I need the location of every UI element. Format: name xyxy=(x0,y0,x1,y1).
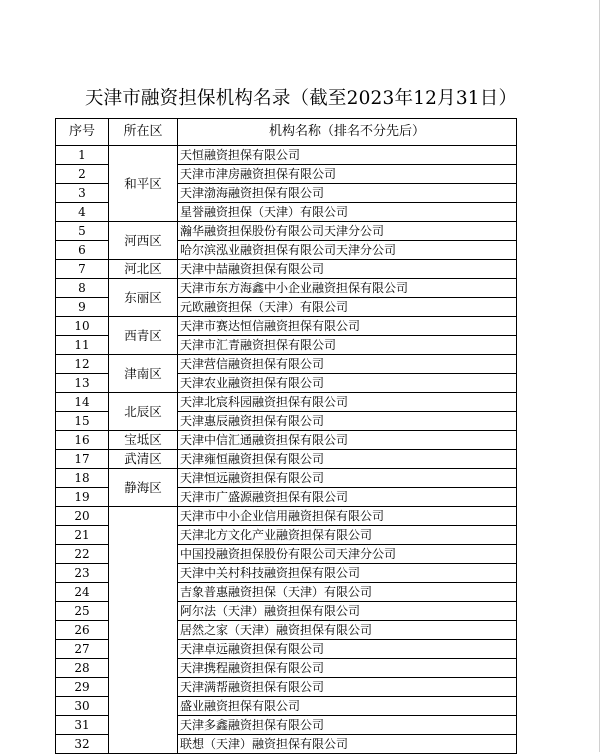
row-index: 27 xyxy=(56,640,109,659)
row-institution-name: 吉象普惠融资担保（天津）有限公司 xyxy=(178,583,517,602)
row-index: 16 xyxy=(56,431,109,450)
row-index: 24 xyxy=(56,583,109,602)
row-district: 宝坻区 xyxy=(109,431,178,450)
row-index: 2 xyxy=(56,165,109,184)
row-index: 31 xyxy=(56,716,109,735)
row-institution-name: 天津惠辰融资担保有限公司 xyxy=(178,412,517,431)
row-institution-name: 天津恒远融资担保有限公司 xyxy=(178,469,517,488)
row-institution-name: 天津满帮融资担保有限公司 xyxy=(178,678,517,697)
row-institution-name: 联想（天津）融资担保有限公司 xyxy=(178,735,517,754)
row-index: 12 xyxy=(56,355,109,374)
table-row xyxy=(56,260,517,279)
row-institution-name: 天津市东方海鑫中小企业融资担保有限公司 xyxy=(178,279,517,298)
row-index: 25 xyxy=(56,602,109,621)
row-institution-name: 天津携程融资担保有限公司 xyxy=(178,659,517,678)
row-institution-name: 天津雍恒融资担保有限公司 xyxy=(178,450,517,469)
row-index: 30 xyxy=(56,697,109,716)
table-row xyxy=(56,469,517,488)
row-institution-name: 天津市汇青融资担保有限公司 xyxy=(178,336,517,355)
table-row xyxy=(56,146,517,165)
row-institution-name: 哈尔滨泓业融资担保有限公司天津分公司 xyxy=(178,241,517,260)
row-district: 河西区 xyxy=(109,222,178,260)
table-header-row xyxy=(56,119,517,146)
row-institution-name: 天津中关村科技融资担保有限公司 xyxy=(178,564,517,583)
row-institution-name: 天恒融资担保有限公司 xyxy=(178,146,517,165)
row-institution-name: 天津市广盛源融资担保有限公司 xyxy=(178,488,517,507)
table-body xyxy=(56,146,517,754)
row-district xyxy=(109,507,178,754)
row-index: 14 xyxy=(56,393,109,412)
table-row xyxy=(56,507,517,526)
row-index: 9 xyxy=(56,298,109,317)
row-institution-name: 元欧融资担保（天津）有限公司 xyxy=(178,298,517,317)
row-institution-name: 瀚华融资担保股份有限公司天津分公司 xyxy=(178,222,517,241)
row-district: 和平区 xyxy=(109,146,178,222)
row-institution-name: 天津北方文化产业融资担保有限公司 xyxy=(178,526,517,545)
row-index: 21 xyxy=(56,526,109,545)
row-institution-name: 盛业融资担保有限公司 xyxy=(178,697,517,716)
row-index: 17 xyxy=(56,450,109,469)
row-district: 河北区 xyxy=(109,260,178,279)
row-index: 23 xyxy=(56,564,109,583)
row-index: 32 xyxy=(56,735,109,754)
row-institution-name: 天津市赛达恒信融资担保有限公司 xyxy=(178,317,517,336)
row-index: 7 xyxy=(56,260,109,279)
row-index: 28 xyxy=(56,659,109,678)
header-district: 所在区 xyxy=(109,119,178,146)
table-row xyxy=(56,450,517,469)
row-index: 10 xyxy=(56,317,109,336)
row-index: 3 xyxy=(56,184,109,203)
row-index: 1 xyxy=(56,146,109,165)
table-row xyxy=(56,355,517,374)
row-institution-name: 天津市中小企业信用融资担保有限公司 xyxy=(178,507,517,526)
row-district: 津南区 xyxy=(109,355,178,393)
header-name: 机构名称（排名不分先后） xyxy=(178,119,517,146)
table-row xyxy=(56,431,517,450)
header-index: 序号 xyxy=(56,119,109,146)
row-index: 29 xyxy=(56,678,109,697)
row-institution-name: 天津营信融资担保有限公司 xyxy=(178,355,517,374)
row-index: 13 xyxy=(56,374,109,393)
row-index: 18 xyxy=(56,469,109,488)
row-district: 北辰区 xyxy=(109,393,178,431)
table-row xyxy=(56,279,517,298)
table-row xyxy=(56,393,517,412)
row-institution-name: 中国投融资担保股份有限公司天津分公司 xyxy=(178,545,517,564)
row-index: 26 xyxy=(56,621,109,640)
row-index: 19 xyxy=(56,488,109,507)
row-institution-name: 天津市津房融资担保有限公司 xyxy=(178,165,517,184)
row-index: 4 xyxy=(56,203,109,222)
table-row xyxy=(56,222,517,241)
row-district: 静海区 xyxy=(109,469,178,507)
row-institution-name: 天津多鑫融资担保有限公司 xyxy=(178,716,517,735)
row-institution-name: 天津北宸科园融资担保有限公司 xyxy=(178,393,517,412)
row-institution-name: 居然之家（天津）融资担保有限公司 xyxy=(178,621,517,640)
table-row xyxy=(56,317,517,336)
row-institution-name: 天津中喆融资担保有限公司 xyxy=(178,260,517,279)
row-district: 东丽区 xyxy=(109,279,178,317)
row-institution-name: 阿尔法（天津）融资担保有限公司 xyxy=(178,602,517,621)
row-institution-name: 天津中信汇通融资担保有限公司 xyxy=(178,431,517,450)
row-district: 武清区 xyxy=(109,450,178,469)
row-index: 15 xyxy=(56,412,109,431)
row-institution-name: 天津卓远融资担保有限公司 xyxy=(178,640,517,659)
row-index: 11 xyxy=(56,336,109,355)
row-district: 西青区 xyxy=(109,317,178,355)
row-institution-name: 星誉融资担保（天津）有限公司 xyxy=(178,203,517,222)
page-title: 天津市融资担保机构名录（截至2023年12月31日） xyxy=(84,88,518,109)
row-index: 20 xyxy=(56,507,109,526)
institution-table xyxy=(55,118,517,754)
row-index: 8 xyxy=(56,279,109,298)
row-index: 22 xyxy=(56,545,109,564)
row-index: 6 xyxy=(56,241,109,260)
row-institution-name: 天津农业融资担保有限公司 xyxy=(178,374,517,393)
row-institution-name: 天津渤海融资担保有限公司 xyxy=(178,184,517,203)
row-index: 5 xyxy=(56,222,109,241)
